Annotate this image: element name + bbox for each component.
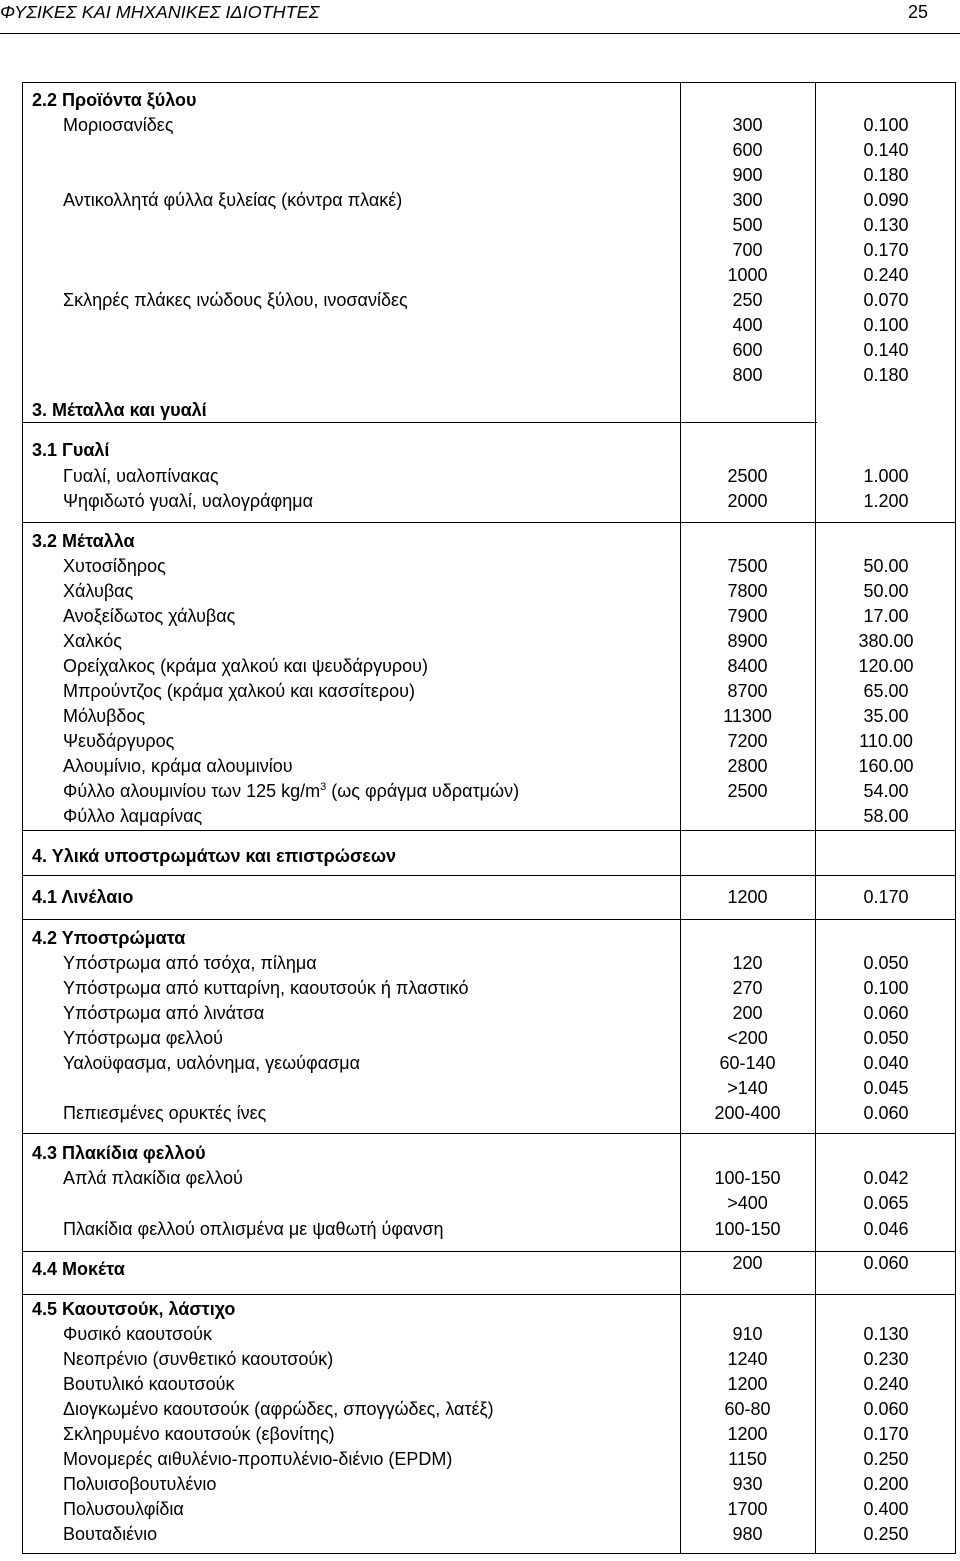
lambda-value: 0.060: [863, 1003, 909, 1023]
density-value: 1000: [727, 265, 768, 285]
table-row: [23, 338, 955, 363]
lambda-value: 110.00: [859, 731, 913, 751]
lambda-value: 35.00: [863, 706, 909, 726]
material-name: Νεοπρένιο (συνθετικό καουτσούκ): [63, 1349, 334, 1369]
table-row: [23, 238, 955, 263]
table-row: [23, 1101, 955, 1126]
density-value: 900: [732, 165, 763, 185]
lambda-value: 0.170: [863, 1424, 909, 1444]
table-row: [23, 1397, 955, 1422]
section-heading: 4.4 Μοκέτα: [32, 1259, 125, 1279]
material-name: Υαλοϋφασμα, υαλόνημα, γεωύφασμα: [63, 1053, 360, 1073]
lambda-value: 0.130: [863, 1324, 909, 1344]
table-row: [23, 554, 955, 579]
row-divider: [23, 919, 955, 920]
lambda-value: 50.00: [863, 556, 909, 576]
density-value: 8400: [727, 656, 768, 676]
page-header: [0, 0, 960, 40]
running-title: ΦΥΣΙΚΕΣ ΚΑΙ ΜΗΧΑΝΙΚΕΣ ΙΔΙΟΤΗΤΕΣ: [0, 2, 320, 22]
material-name: Χαλκός: [63, 631, 122, 651]
density-value: 600: [732, 140, 763, 160]
density-value: 500: [732, 215, 763, 235]
lambda-value: 0.050: [863, 953, 909, 973]
table-row: [23, 1026, 955, 1051]
lambda-value: 0.200: [863, 1474, 909, 1494]
table-row: [23, 1297, 955, 1322]
material-name: Πεπιεσμένες ορυκτές ίνες: [63, 1103, 267, 1123]
table-row: [23, 1347, 955, 1372]
lambda-value: 0.042: [863, 1168, 909, 1188]
material-name: Βουταδιένιο: [63, 1524, 158, 1544]
section-heading: 3.2 Μέταλλα: [32, 531, 135, 551]
density-value: 100-150: [714, 1219, 781, 1239]
material-name: Μπρούντζος (κράμα χαλκού και κασσίτερου): [63, 681, 416, 701]
density-value: 100-150: [714, 1168, 781, 1188]
lambda-value: 0.060: [863, 1253, 909, 1273]
material-name: Βουτυλικό καουτσούκ: [63, 1374, 235, 1394]
density-value: >400: [727, 1193, 768, 1213]
table-row: [23, 113, 955, 138]
material-name: Αντικολλητά φύλλα ξυλείας (κόντρα πλακέ): [63, 190, 403, 210]
lambda-value: 0.170: [863, 240, 909, 260]
row-divider: [23, 830, 955, 831]
density-value: 930: [732, 1474, 763, 1494]
lambda-value: 0.240: [863, 265, 909, 285]
table-row: [23, 313, 955, 338]
lambda-value: 58.00: [863, 806, 909, 826]
density-value: <200: [727, 1028, 768, 1048]
lambda-value: 0.060: [863, 1103, 909, 1123]
lambda-value: 380.00: [858, 631, 914, 651]
lambda-value: 120.00: [858, 656, 914, 676]
lambda-value: 50.00: [863, 581, 909, 601]
density-value: 2800: [727, 756, 768, 776]
table-row: [23, 1076, 955, 1101]
density-value: 400: [732, 315, 763, 335]
table-row: [23, 263, 955, 288]
table-row: [23, 654, 955, 679]
material-name: Πολυσουλφίδια: [63, 1499, 184, 1519]
lambda-value: 0.100: [863, 115, 909, 135]
density-value: 200: [732, 1253, 763, 1273]
material-name: Απλά πλακίδια φελλού: [63, 1168, 243, 1188]
density-value: 200: [732, 1003, 763, 1023]
table-row: [23, 844, 955, 869]
row-divider: [23, 875, 955, 876]
lambda-value: 0.180: [863, 165, 909, 185]
material-name: [63, 779, 519, 804]
table-row: [23, 1217, 955, 1242]
material-name: Πολυισοβουτυλένιο: [63, 1474, 217, 1494]
lambda-value: 0.065: [863, 1193, 909, 1213]
table-row: [23, 1422, 955, 1447]
row-divider: [23, 522, 955, 523]
density-value: 1150: [728, 1449, 767, 1469]
unit-exponent: 3: [320, 781, 327, 793]
density-value: 800: [732, 365, 763, 385]
lambda-value: 0.230: [863, 1349, 909, 1369]
row-divider: [23, 1294, 955, 1295]
lambda-value: 0.170: [863, 887, 909, 907]
density-value: 7500: [727, 556, 768, 576]
density-value: 2500: [727, 781, 768, 801]
table-row: [23, 926, 955, 951]
table-row: [23, 1191, 955, 1216]
table-row: [23, 629, 955, 654]
material-name-part: Φύλλο αλουμινίου των 125 kg/m: [63, 781, 321, 801]
density-value: 270: [732, 978, 763, 998]
density-value: 250: [732, 290, 763, 310]
lambda-value: 0.046: [863, 1219, 909, 1239]
material-name: Φυσικό καουτσούκ: [63, 1324, 212, 1344]
table-row: [23, 579, 955, 604]
table-row: [23, 288, 955, 313]
lambda-value: 0.180: [863, 365, 909, 385]
material-name: Πλακίδια φελλού οπλισμένα με ψαθωτή ύφανση: [63, 1219, 444, 1239]
table-row: [23, 885, 955, 910]
section-heading: 4.3 Πλακίδια φελλού: [32, 1143, 206, 1163]
table-row: [23, 138, 955, 163]
table-row: [23, 604, 955, 629]
table-row: [23, 88, 955, 113]
material-name: Μοριοσανίδες: [63, 115, 174, 135]
lambda-value: 0.250: [863, 1449, 909, 1469]
lambda-value: 0.090: [863, 190, 909, 210]
density-value: 60-140: [719, 1053, 776, 1073]
density-value: 1240: [727, 1349, 768, 1369]
density-value: 300: [732, 115, 763, 135]
section-heading: 4. Υλικά υποστρωμάτων και επιστρώσεων: [32, 846, 397, 866]
table-row: [23, 1051, 955, 1076]
material-name: Φύλλο λαμαρίνας: [63, 806, 203, 826]
table-row: [23, 679, 955, 704]
lambda-value: 65.00: [863, 681, 909, 701]
lambda-value: 17.00: [863, 606, 909, 626]
density-value: >140: [727, 1078, 768, 1098]
lambda-value: 0.045: [863, 1078, 909, 1098]
density-value: 700: [732, 240, 763, 260]
lambda-value: 0.240: [863, 1374, 909, 1394]
header-rule: [0, 33, 960, 34]
page-number: 25: [907, 2, 928, 22]
density-value: 1200: [727, 1374, 768, 1394]
density-value: 1200: [727, 1424, 768, 1444]
table-row: [23, 1001, 955, 1026]
density-value: 600: [732, 340, 763, 360]
section-heading: 4.5 Καουτσούκ, λάστιχο: [32, 1299, 236, 1319]
section-heading: 3.1 Γυαλί: [32, 440, 110, 460]
table-row: [23, 754, 955, 779]
table-row: [23, 1522, 955, 1547]
material-name: Ορείχαλκος (κράμα χαλκού και ψευδάργυρου): [63, 656, 429, 676]
material-name: Διογκωμένο καουτσούκ (αφρώδες, σπογγώδες, λατέξ): [63, 1399, 494, 1419]
density-value: 8700: [727, 681, 768, 701]
table-row: [23, 163, 955, 188]
material-name: Χυτοσίδηρος: [63, 556, 166, 576]
density-value: 120: [732, 953, 763, 973]
table-row: [23, 976, 955, 1001]
material-name: Υπόστρωμα από κυτταρίνη, καουτσούκ ή πλαστικό: [63, 978, 469, 998]
table-row: [23, 213, 955, 238]
density-value: 2500: [727, 466, 768, 486]
section-heading: 4.1 Λινέλαιο: [32, 887, 134, 907]
table-row: [23, 1497, 955, 1522]
density-value: 200-400: [714, 1103, 781, 1123]
material-name-part: (ως φράγμα υδρατμών): [326, 781, 520, 801]
table-row: [23, 1141, 955, 1166]
material-name: Ψευδάργυρος: [63, 731, 175, 751]
material-name: Χάλυβας: [63, 581, 134, 601]
table-row: [23, 704, 955, 729]
table-row: [23, 188, 955, 213]
density-value: 7200: [727, 731, 768, 751]
table-row: [23, 729, 955, 754]
table-row: [23, 1322, 955, 1347]
density-value: 1200: [727, 887, 768, 907]
material-name: Υπόστρωμα φελλού: [63, 1028, 224, 1048]
density-value: 60-80: [724, 1399, 771, 1419]
section-heading: 4.2 Υποστρώματα: [32, 928, 186, 948]
material-name: Μόλυβδος: [63, 706, 146, 726]
material-name: Γυαλί, υαλοπίνακας: [63, 466, 219, 486]
lambda-value: 0.140: [863, 340, 909, 360]
density-value: 300: [732, 190, 763, 210]
density-value: 11300: [723, 706, 772, 726]
material-name: Σκληρυμένο καουτσούκ (εβονίτης): [63, 1424, 335, 1444]
lambda-value: 1.200: [863, 491, 909, 511]
row-divider: [23, 1133, 955, 1134]
lambda-value: 0.050: [863, 1028, 909, 1048]
material-name: Ψηφιδωτό γυαλί, υαλογράφημα: [63, 491, 314, 511]
table-row: [23, 1372, 955, 1397]
lambda-value: 54.00: [863, 781, 909, 801]
table-row: [23, 779, 955, 804]
table-row: [23, 363, 955, 388]
material-name: Αλουμίνιο, κράμα αλουμινίου: [63, 756, 293, 776]
density-value: 8900: [727, 631, 768, 651]
material-name: Μονομερές αιθυλένιο-προπυλένιο-διένιο (EPDM): [63, 1449, 453, 1469]
section-heading: 3. Μέταλλα και γυαλί: [32, 400, 207, 420]
material-name: Υπόστρωμα από τσόχα, πίλημα: [63, 953, 317, 973]
section-heading: 2.2 Προϊόντα ξύλου: [32, 90, 197, 110]
materials-table: [22, 82, 956, 1554]
lambda-value: 0.070: [863, 290, 909, 310]
material-name: Σκληρές πλάκες ινώδους ξύλου, ινοσανίδες: [63, 290, 408, 310]
lambda-value: 0.100: [863, 978, 909, 998]
table-row: [23, 438, 955, 463]
table-row: [23, 464, 955, 489]
lambda-value: 0.100: [863, 315, 909, 335]
table-row: [23, 489, 955, 514]
table-row: [23, 951, 955, 976]
lambda-value: 0.130: [863, 215, 909, 235]
table-row: [23, 1447, 955, 1472]
density-value: 910: [732, 1324, 763, 1344]
lambda-value: 1.000: [863, 466, 909, 486]
lambda-value: 0.400: [863, 1499, 909, 1519]
density-value: 7900: [727, 606, 768, 626]
table-row: [23, 398, 955, 423]
material-name: Υπόστρωμα από λινάτσα: [63, 1003, 265, 1023]
table-row: [23, 804, 955, 829]
density-value: 1700: [727, 1499, 768, 1519]
table-row: [23, 1166, 955, 1191]
lambda-value: 0.250: [863, 1524, 909, 1544]
lambda-value: 0.060: [863, 1399, 909, 1419]
density-value: 7800: [727, 581, 768, 601]
density-value: 980: [732, 1524, 763, 1544]
density-value: 2000: [727, 491, 768, 511]
table-row: [23, 1472, 955, 1497]
table-row: [23, 1253, 955, 1282]
material-name: Ανοξείδωτος χάλυβας: [63, 606, 236, 626]
lambda-value: 160.00: [858, 756, 914, 776]
lambda-value: 0.040: [863, 1053, 909, 1073]
lambda-value: 0.140: [863, 140, 909, 160]
table-row: [23, 529, 955, 554]
